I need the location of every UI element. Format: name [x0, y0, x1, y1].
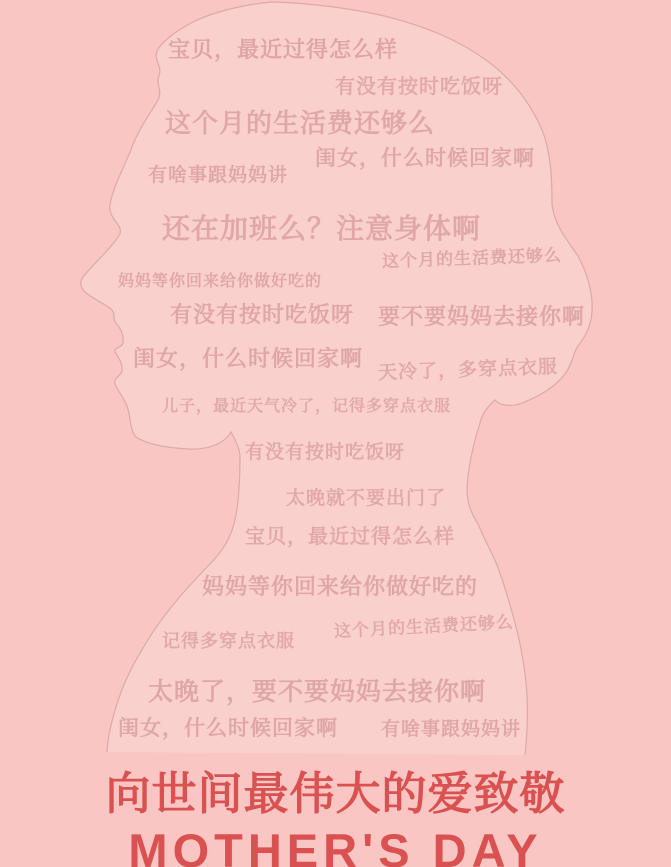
headline-english: MOTHER'S DAY: [128, 824, 543, 867]
mom-quote-11: 闺女，什么时候回家啊: [133, 346, 364, 371]
mom-quote-3: 这个月的生活费还够么: [165, 108, 436, 138]
mom-quote-13: 儿子，最近天气冷了，记得多穿点衣服: [162, 398, 452, 415]
mom-quote-15: 太晚就不要出门了: [286, 488, 447, 509]
mom-quote-19: 记得多穿点衣服: [162, 631, 295, 651]
poster-footer: [0, 770, 671, 867]
mom-quote-20: 太晚了，要不要妈妈去接你啊: [148, 678, 487, 706]
mom-quote-14: 有没有按时吃饭呀: [245, 442, 406, 463]
mom-quote-2: 有没有按时吃饭呀: [335, 76, 503, 98]
mom-quote-1: 宝贝，最近过得怎么样: [168, 37, 399, 62]
mom-quote-4: 闺女，什么时候回家啊: [315, 147, 535, 170]
mom-quote-17: 妈妈等你回来给你做好吃的: [202, 574, 479, 599]
mom-quote-6: 还在加班么？注意身体啊: [162, 213, 482, 244]
mom-quote-5: 有啥事跟妈妈讲: [148, 165, 289, 186]
mom-quote-9: 有没有按时吃饭呀: [170, 302, 355, 327]
mom-quote-7: 这个月的生活费还够么: [381, 245, 563, 271]
headline-chinese: 向世间最伟大的爱致敬: [105, 768, 566, 819]
mom-quote-8: 妈妈等你回来给你做好吃的: [118, 273, 323, 290]
mom-quote-16: 宝贝，最近过得怎么样: [245, 526, 455, 548]
mom-quote-18: 这个月的生活费还够么: [333, 612, 515, 641]
mom-quote-12: 天冷了，多穿点衣服: [377, 356, 559, 384]
mom-quote-22: 有啥事跟妈妈讲: [381, 719, 522, 740]
mom-quote-21: 闺女，什么时候回家啊: [118, 717, 338, 740]
mom-quote-10: 要不要妈妈去接你啊: [378, 304, 586, 329]
